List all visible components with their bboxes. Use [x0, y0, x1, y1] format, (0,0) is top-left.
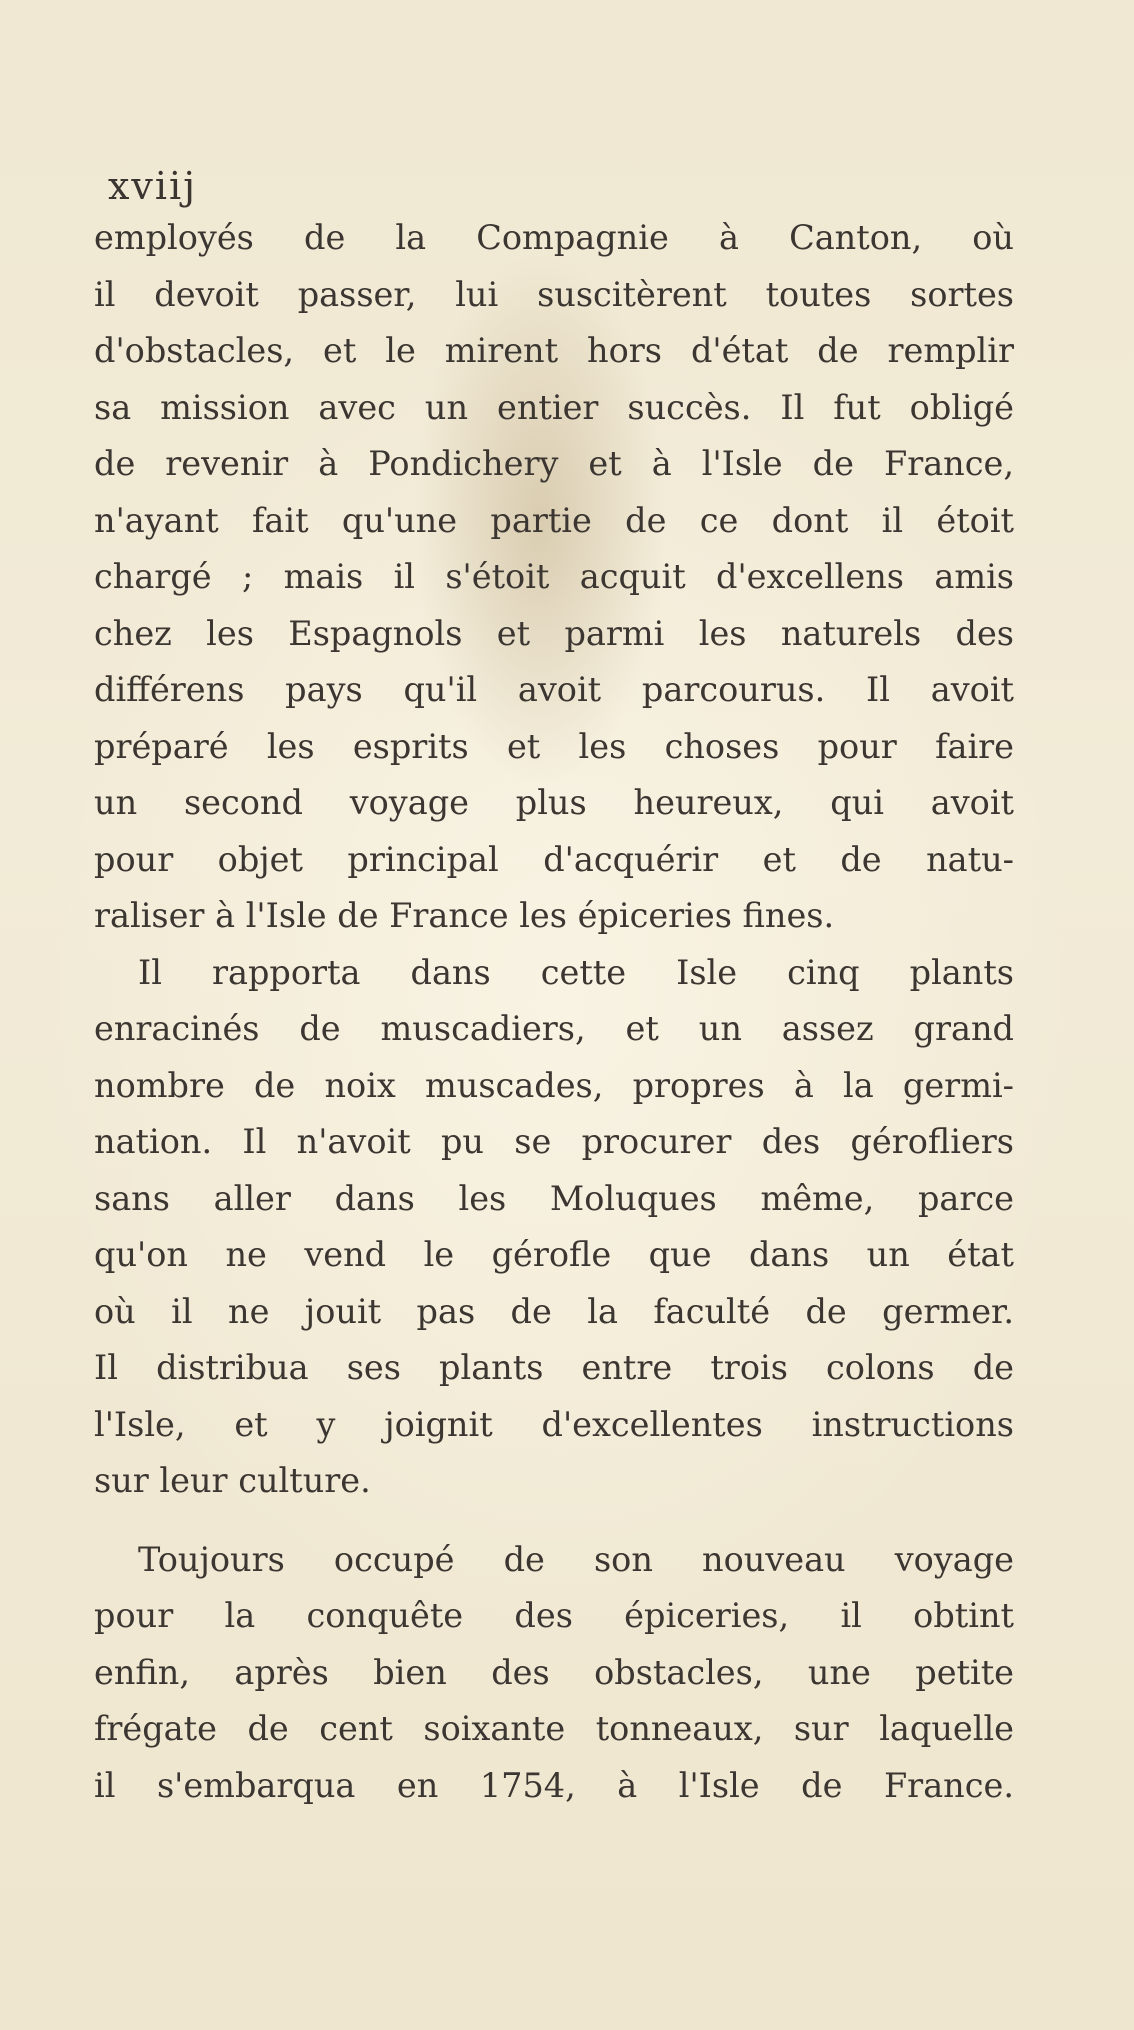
text-line: pour objet principal d'acquérir et de natu- [94, 839, 1014, 879]
text-line: chargé ; mais il s'étoit acquit d'excellens amis [94, 557, 1014, 596]
text-line: un second voyage plus heureux, qui avoit [94, 783, 1014, 822]
text-line: n'ayant fait qu'une partie de ce dont il étoit [94, 500, 1014, 540]
text-line: nombre de noix muscades, propres à la germi- [94, 1065, 1014, 1105]
text-line: sans aller dans les Moluques même, parce [94, 1178, 1014, 1218]
page-number: xviij [108, 164, 197, 208]
text-line: raliser à l'Isle de France les épiceries fines. [94, 896, 835, 935]
text-line: sa mission avec un entier succès. Il fut obligé [94, 387, 1014, 427]
text-line: pour la conquête des épiceries, il obtint [94, 1596, 1014, 1635]
text-line: enfin, après bien des obstacles, une petite [94, 1652, 1014, 1692]
paragraph-spacer [94, 1510, 1014, 1532]
text-line: l'Isle, et y joignit d'excellentes instructions [94, 1404, 1014, 1444]
text-line: enracinés de muscadiers, et un assez grand [94, 1009, 1014, 1048]
text-line: employés de la Compagnie à Canton, où [94, 218, 1014, 257]
text-line: Toujours occupé de son nouveau voyage [138, 1539, 1014, 1579]
text-line: Il rapporta dans cette Isle cinq plants [138, 952, 1014, 992]
text-line: Il distribua ses plants entre trois colons de [94, 1348, 1014, 1387]
paragraph-3 [94, 1532, 1014, 1815]
text-line: d'obstacles, et le mirent hors d'état de remplir [94, 331, 1014, 370]
text-line: où il ne jouit pas de la faculté de germer. [94, 1291, 1014, 1331]
text-line: nation. Il n'avoit pu se procurer des gérofliers [94, 1122, 1014, 1161]
body-text [94, 210, 1014, 1814]
paragraph-2 [94, 945, 1014, 1510]
text-line: préparé les esprits et les choses pour faire [94, 726, 1014, 766]
text-line: de revenir à Pondichery et à l'Isle de France, [94, 444, 1014, 483]
text-line: qu'on ne vend le gérofle que dans un état [94, 1235, 1014, 1274]
text-line: sur leur culture. [94, 1461, 371, 1500]
text-line: différens pays qu'il avoit parcourus. Il avoit [94, 670, 1014, 709]
paragraph-1 [94, 210, 1014, 945]
text-line: il devoit passer, lui suscitèrent toutes sortes [94, 274, 1014, 314]
text-line: chez les Espagnols et parmi les naturels des [94, 613, 1014, 653]
text-line: frégate de cent soixante tonneaux, sur laquelle [94, 1709, 1014, 1748]
text-line: il s'embarqua en 1754, à l'Isle de France. [94, 1765, 1014, 1805]
